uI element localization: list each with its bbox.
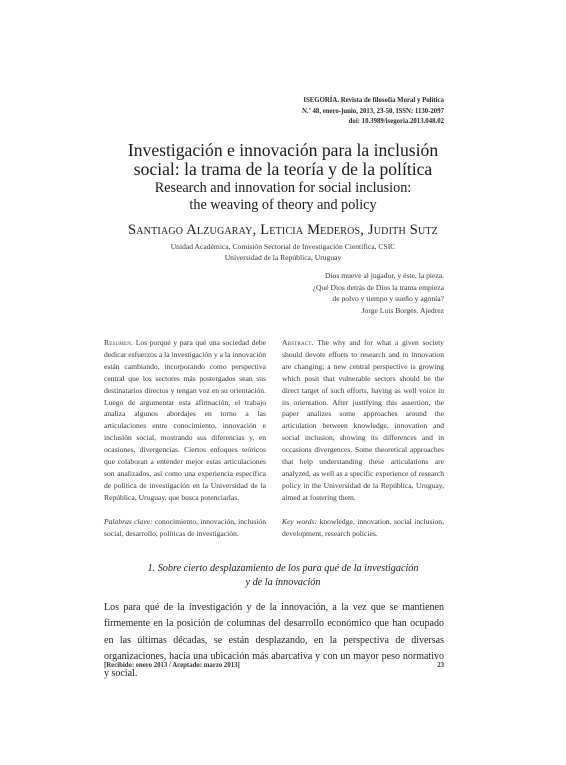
key-words-label: Key words:: [282, 516, 318, 526]
affiliation-unit: Unidad Académica, Comisión Sectorial de Investigación Científica, CSIC: [170, 242, 396, 251]
abstract-column: [282, 337, 444, 540]
section-heading: [110, 562, 456, 590]
palabras-clave-text: conocimiento, innovación, inclusión social, desarrollo, políticas de investigación.: [104, 516, 266, 538]
body-paragraph: Los para qué de la investigación y de la innovación, a la vez que se mantienen firmemente en la posición de columnas del desarrollo económico que han ocupado en las últimas décadas, se están desplazando, en la perspectiva de diversas organizaciones, hacia una ubicación más abarcativa y con un mayor peso normativo y social.: [104, 602, 444, 679]
paper-title-spanish: [110, 141, 456, 179]
epigraph-line1: Dios mueve al jugador, y éste, la pieza.: [324, 271, 444, 280]
resumen-label: Resumen.: [104, 338, 134, 347]
epigraph-attribution: Jorge Luis Borges. Ajedrez: [361, 305, 444, 315]
key-words: [282, 516, 444, 540]
palabras-clave-label: Palabras clave:: [104, 516, 153, 526]
page-number: 23: [437, 662, 444, 669]
section-heading-line2: y de la innovación: [245, 577, 321, 588]
epigraph-line2: ¿Qué Dios detrás de Dios la trama empieza: [312, 282, 444, 292]
key-words-text: knowledge, innovation, social inclusion, development, research policies.: [282, 516, 444, 538]
section-heading-line1: 1. Sobre cierto desplazamiento de los para qué de la investigación: [147, 563, 419, 574]
abstract-paragraph: [282, 337, 444, 504]
abstract-label: Abstract.: [282, 338, 314, 347]
title-es-line2: social: la trama de la teoría y de la política: [133, 159, 433, 179]
journal-issue: N.º 48, enero-junio, 2013, 23-50, ISSN: 1130-2097: [301, 107, 444, 115]
affiliation-university: Universidad de la República, Uruguay: [224, 253, 342, 262]
title-es-line1: Investigación e innovación para la inclusión: [127, 140, 439, 160]
title-en-line1: Research and innovation for social inclusion:: [154, 180, 412, 196]
resumen-paragraph: [104, 337, 266, 504]
palabras-clave: [104, 516, 266, 540]
resumen-column: [104, 337, 266, 540]
epigraph-line3: de polvo y tiempo y sueño y agonía?: [332, 294, 444, 303]
epigraph: [313, 270, 444, 316]
journal-title: ISEGORÍA. Revista de filosofía Moral y Política: [303, 97, 444, 104]
abstract-text: The why and for what a given society should devote efforts to research and to innovation are changing; a new central perspective is growing which posit that vulnerable sectors should be the direct target of such efforts, having as well voice in its orientation. After justifying this assertion, the paper analizes some approaches around the articulation between knowledge, innovation and social inclusion, showing its differences and in occasions divergences. Some theoretical approaches that help understanding these articulations are analyzed, as well as a specific experience of research policy in the Universidad de la República, Uruguay, aimed at fostering them.: [282, 338, 444, 502]
title-en-line2: the weaving of theory and policy: [189, 197, 377, 213]
resumen-text: Los porqué y para qué una sociedad debe dedicar esfuerzos a la investigación y a la innovación están cambiando, incorporando como perspectiva central que los sectores más postergados sean sus destinatarios directos y tengan voz en su orientación. Luego de argumentar esta afirmación, el trabajo analiza algunos abordajes en torno a las articulaciones entre conocimiento, innovación e inclusión social, mostrando sus diferencias y, en ocasiones, divergencias. Ciertos enfoques teóricos que colaboran a entender mejor estas articulaciones son analizados, así como una experiencia específica de política de investigación en la Universidad de la República, Uruguay, que busca potenciarlas.: [104, 338, 266, 502]
received-accepted-dates: [Recibido: enero 2013 / Aceptado: marzo 2013]: [104, 662, 240, 669]
journal-doi: doi: 10.3989/isegoria.2013.048.02: [348, 118, 444, 125]
journal-header: [302, 96, 444, 128]
author-list: Santiago Alzugaray, Leticia Mederos, Judith Sutz: [128, 222, 438, 238]
paper-title-english: [110, 180, 456, 214]
